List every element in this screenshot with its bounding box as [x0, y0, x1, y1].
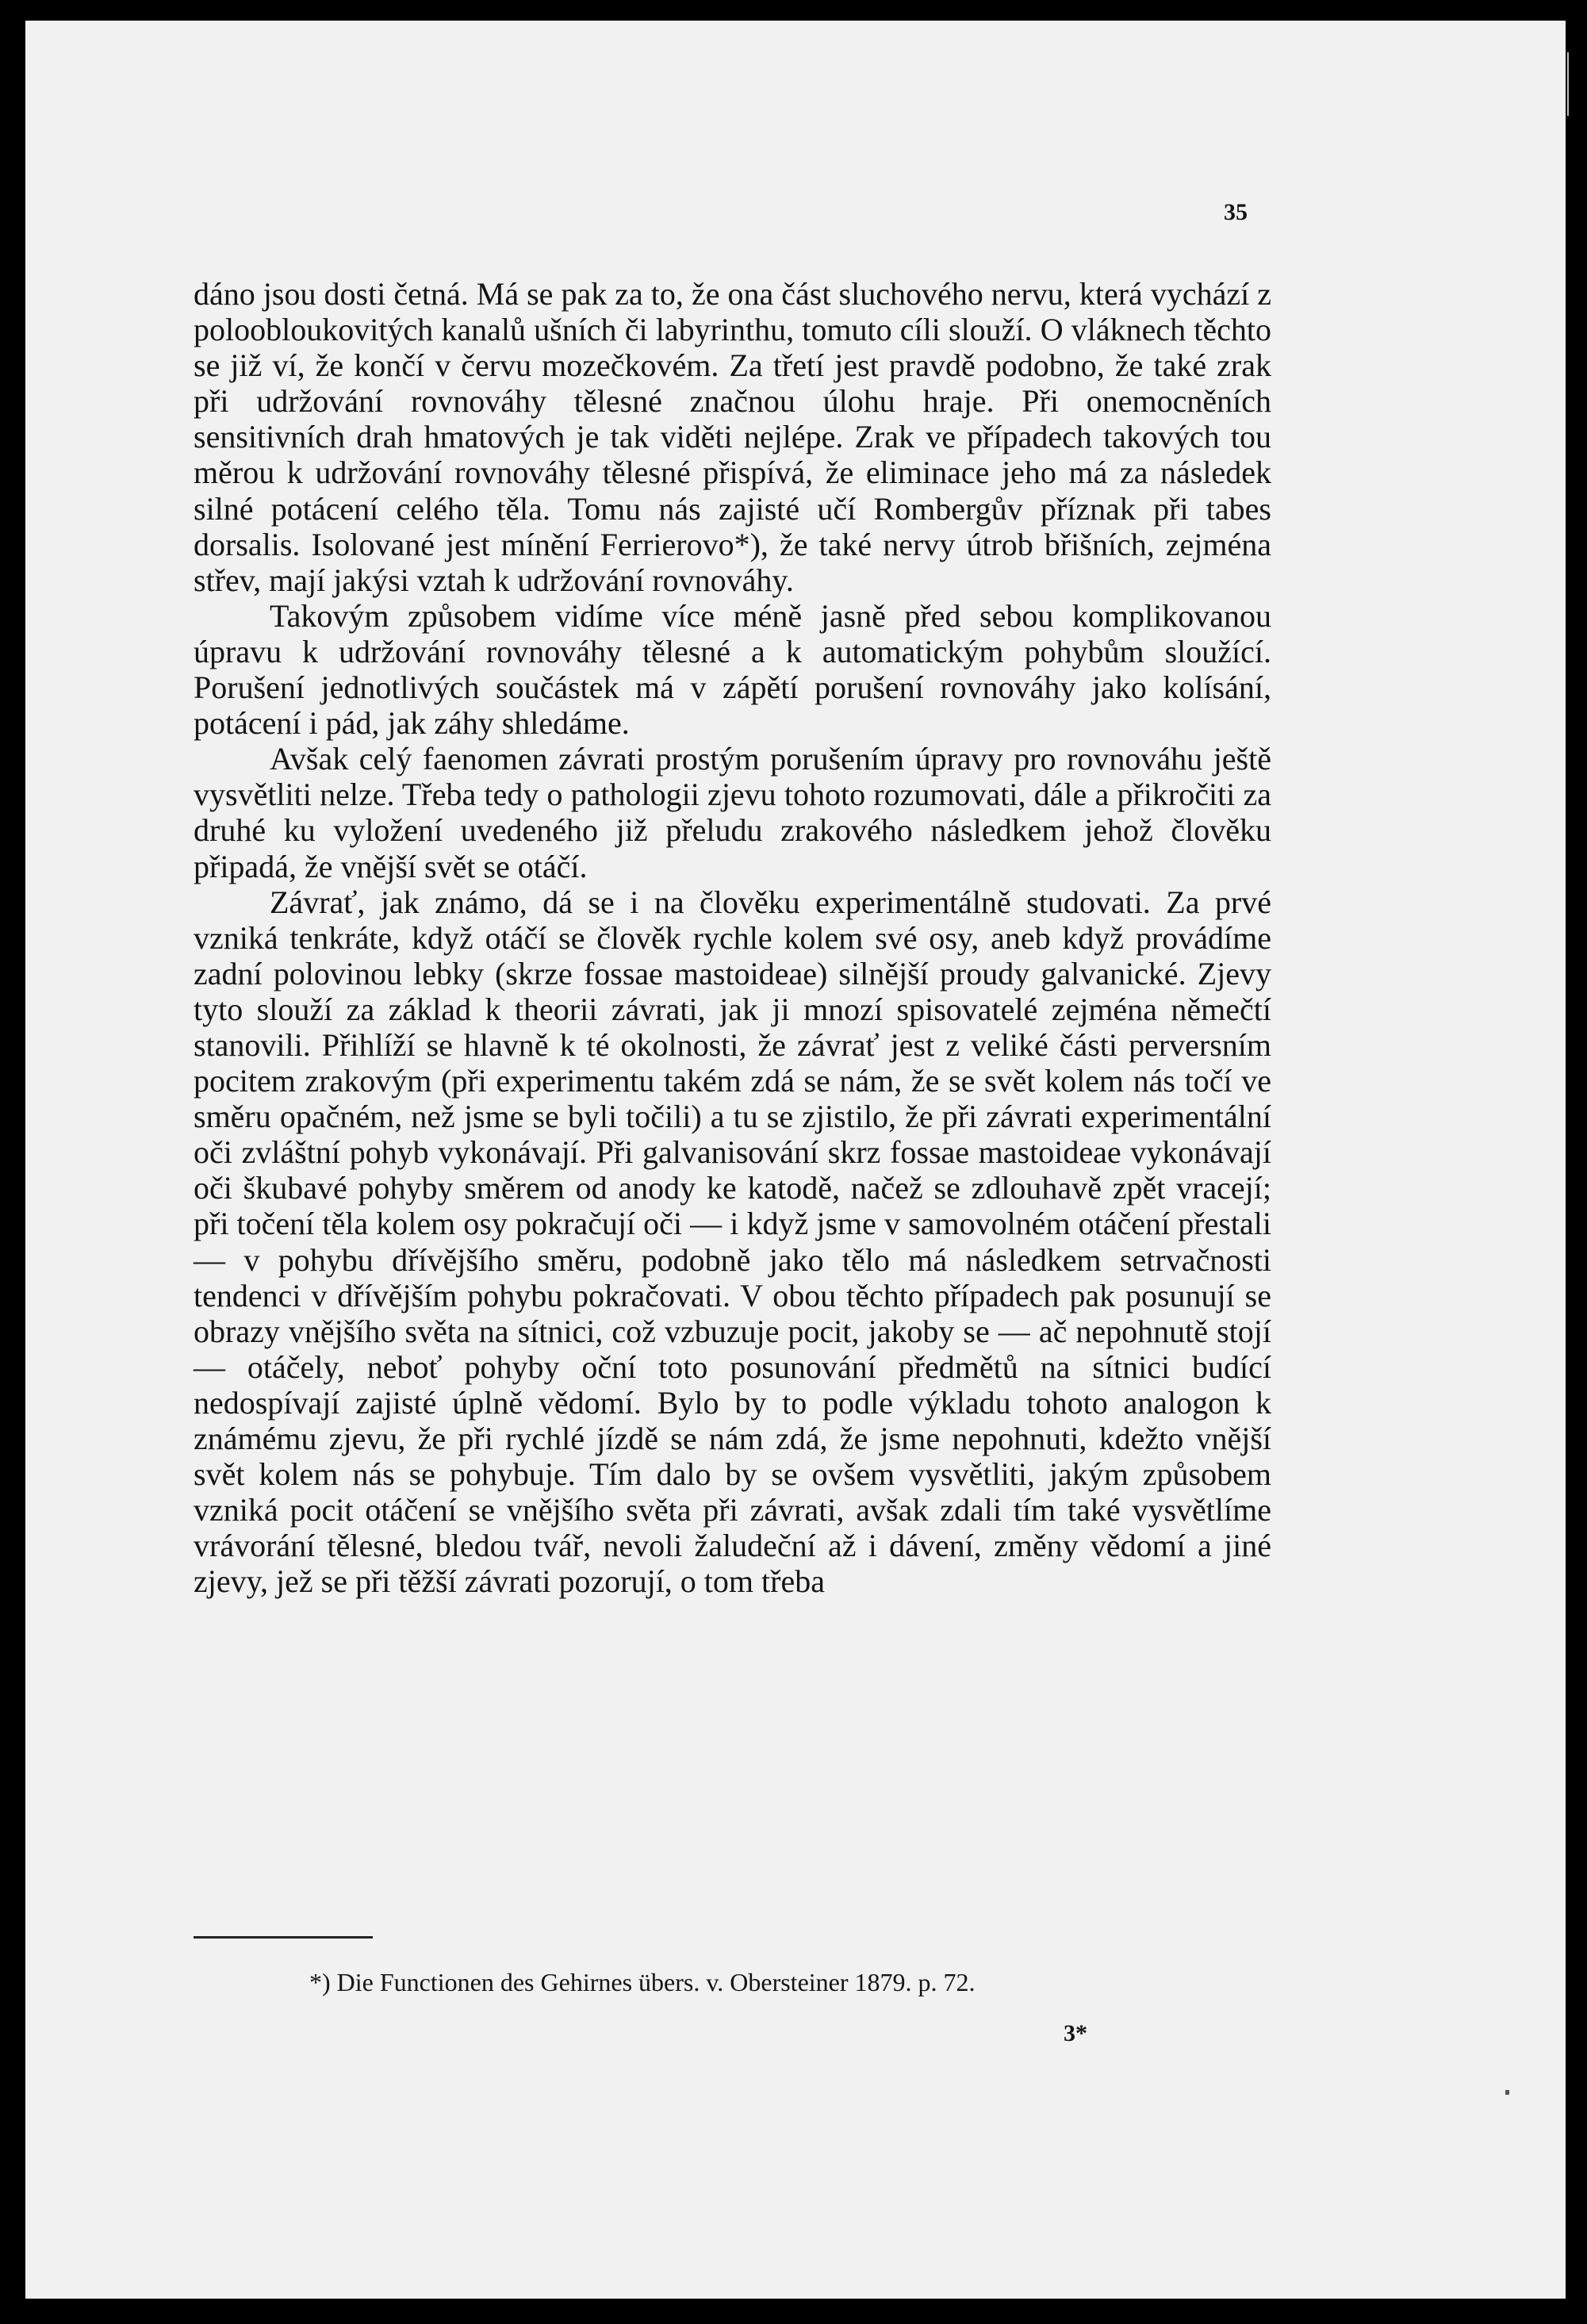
signature-mark: 3* [1064, 2020, 1087, 2046]
page-number: 35 [1224, 199, 1248, 225]
paragraph-2: Takovým způsobem vidíme více méně jasně před sebou komplikovanou úpravu k udržování rovnováhy tělesné a k automatickým pohybům sloužící. Porušení jednotlivých součástek má v zápětí porušení rovnováhy jako kolísání, potácení i pád, jak záhy shledáme. [194, 597, 1271, 742]
scan-speck [1505, 2090, 1509, 2095]
paragraph-3: Avšak celý faenomen závrati prostým porušením úpravy pro rovnováhu ještě vysvětliti nelze. Třeba tedy o pathologii zjevu tohoto rozumovati, dále a přikročiti za druhé ku vyložení uvedeného již přeludu zrakového následkem jehož člověku připadá, že vnější svět se otáčí. [194, 741, 1271, 884]
footnote-rule [194, 1936, 373, 1939]
footnote: *) Die Functionen des Gehirnes übers. v. Obersteiner 1879. p. 72. [309, 1968, 976, 1996]
paragraph-1: dáno jsou dosti četná. Má se pak za to, že ona část sluchového nervu, která vychází z poloobloukovitých kanalů ušních či labyrinthu, tomuto cíli slouží. O vláknech těchto se již ví, že končí v červu mozečkovém. Za třetí jest pravdě podobno, že také zrak při udržování rovnováhy tělesné značnou úlohu hraje. Při onemocněních sensitivních drah hmatových je tak viděti nejlépe. Zrak ve případech takových tou měrou k udržování rovnováhy tělesné přispívá, že eliminace jeho má za následek silné potácení celého těla. Tomu nás zajisté učí Rombergův příznak při tabes dorsalis. Isolované jest mínění Ferrierovo*), že také nervy útrob břišních, zejména střev, mají jakýsi vztah k udržování rovnováhy. [194, 276, 1271, 598]
paragraph-4: Závrať, jak známo, dá se i na člověku experimentálně studovati. Za prvé vzniká tenkráte, když otáčí se člověk rychle kolem své osy, aneb když provádíme zadní polovinou lebky (skrze fossae mastoideae) silnější proudy galvanické. Zjevy tyto slouží za základ k theorii závrati, jak ji mnozí spisovatelé zejména němečtí stanovili. Přihlíží se hlavně k té okolnosti, že závrať jest z veliké části perversním pocitem zrakovým (při experimentu takém zdá se nám, že se svět kolem nás točí ve směru opačném, než jsme se byli točili) a tu se zjistilo, že při závrati experimentální oči zvláštní pohyb vykonávají. Při galvanisování skrz fossae mastoideae vykonávají oči škubavé pohyby směrem od anody ke katodě, načež se zdlouhavě zpět vracejí; při točení těla kolem osy pokračují oči — i když jsme v samovolném otáčení přestali — v pohybu dřívějšího směru, podobně jako tělo má následkem setrvačnosti tendenci v dřívějším pohybu pokračovati. V obou těchto případech pak posunují se obrazy vnějšího světa na sítnici, což vzbuzuje pocit, jakoby se — ač nepohnutě stojí — otáčely, neboť pohyby oční toto posunování předmětů na sítnici budící nedospívají zajisté úplně vědomí. Bylo by to podle výkladu tohoto analogon k známému zjevu, že při rychlé jízdě se nám zdá, že jsme nepohnuti, kdežto vnější svět kolem nás se pohybuje. Tím dalo by se ovšem vysvětliti, jakým způsobem vzniká pocit otáčení se vnějšího světa při závrati, avšak zdali tím také vysvětlíme vrávorání tělesné, bledou tvář, nevoli žaludeční až i dávení, změny vědomí a jiné zjevy, jež se při těžší závrati pozorují, o tom třeba [194, 884, 1271, 1600]
page-edge-mark [1567, 52, 1569, 116]
body-text [194, 276, 1271, 1599]
